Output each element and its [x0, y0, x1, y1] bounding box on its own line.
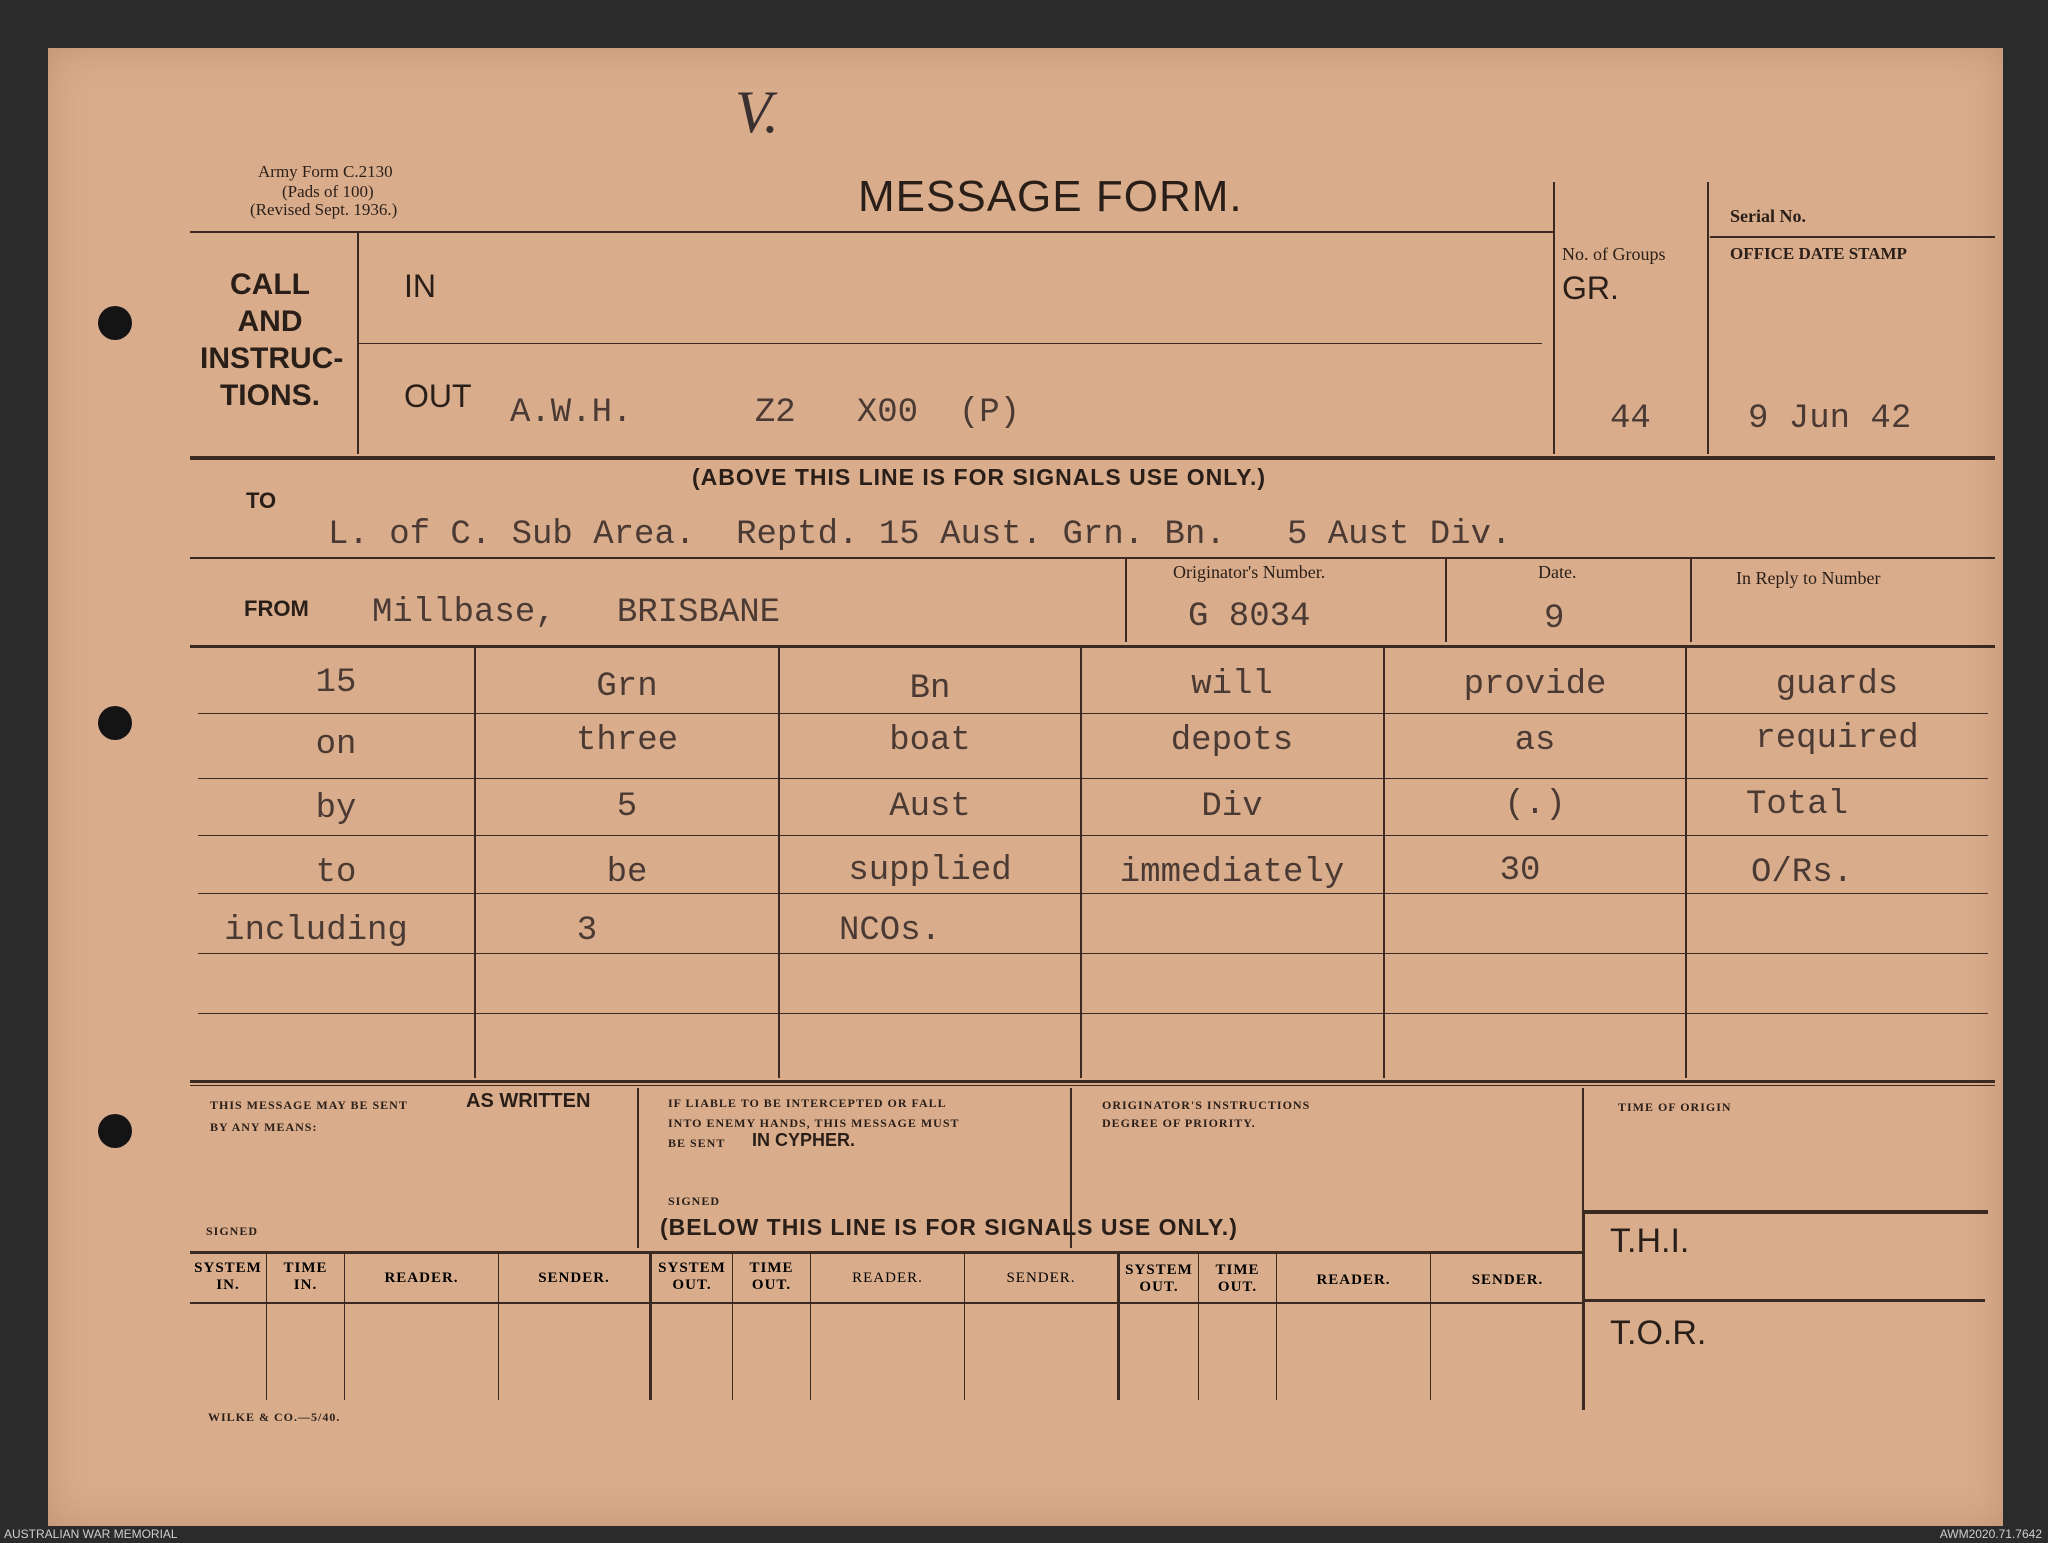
printer-imprint: WILKE & CO.—5/40.	[208, 1410, 341, 1424]
date-stamp-label: OFFICE DATE STAMP	[1730, 244, 1907, 263]
cypher-label: IN CYPHER.	[752, 1130, 856, 1150]
above-line-note: (ABOVE THIS LINE IS FOR SIGNALS USE ONLY.)	[692, 464, 1267, 490]
handwritten-tick: V.	[735, 79, 779, 145]
to-value: L. of C. Sub Area. Reptd. 15 Aust. Grn. Bn. 5 Aust Div.	[328, 516, 1512, 554]
originator-label: Originator's Number.	[1173, 562, 1326, 582]
footer-left: AUSTRALIAN WAR MEMORIAL	[4, 1527, 178, 1541]
message-word: Div	[1201, 788, 1263, 826]
message-word: depots	[1170, 722, 1294, 760]
divider	[198, 713, 1988, 714]
date-label: Date.	[1538, 562, 1577, 582]
divider	[1125, 557, 1127, 642]
in-label: IN	[404, 268, 436, 304]
cypher-note-line: BE SENT	[668, 1136, 726, 1150]
header-line: IN.	[293, 1277, 318, 1293]
punch-hole	[98, 1114, 132, 1148]
header-line: SYSTEM	[1125, 1262, 1193, 1278]
divider	[198, 835, 1988, 836]
reader-header: READER.	[1316, 1272, 1391, 1288]
divider	[198, 1013, 1988, 1014]
divider	[198, 893, 1988, 894]
divider	[357, 343, 1542, 344]
divider	[198, 953, 1988, 954]
time-of-origin-label: TIME OF ORIGIN	[1618, 1100, 1732, 1114]
divider	[1445, 557, 1447, 642]
divider	[1119, 1302, 1584, 1304]
sender-header: SENDER.	[538, 1270, 610, 1286]
system-in-header	[190, 1260, 266, 1294]
reader-header: READER.	[384, 1270, 459, 1286]
header-line: TIME	[749, 1260, 794, 1276]
signed-label-2: SIGNED	[668, 1194, 721, 1208]
footer-right: AWM2020.71.7642	[1939, 1527, 2042, 1541]
message-word: Aust	[889, 788, 971, 826]
message-word: to	[315, 854, 357, 892]
message-word: three	[575, 722, 679, 760]
message-word: (.)	[1504, 786, 1566, 824]
punch-hole	[98, 706, 132, 740]
divider	[190, 231, 1555, 233]
time-out-header	[1199, 1262, 1276, 1296]
call-label-line: TIONS.	[219, 379, 320, 412]
divider	[190, 456, 1995, 460]
tor-label: T.O.R.	[1610, 1314, 1707, 1352]
divider	[1690, 557, 1692, 642]
from-label: FROM	[244, 596, 309, 621]
reader-header: READER.	[852, 1270, 923, 1286]
message-word: 3	[576, 912, 598, 950]
header-line: IN.	[216, 1277, 240, 1293]
message-word: immediately	[1119, 854, 1345, 892]
date-value: 9	[1544, 600, 1565, 638]
serial-label: Serial No.	[1730, 206, 1806, 226]
message-word: NCOs.	[838, 912, 942, 950]
as-written-means: BY ANY MEANS:	[210, 1120, 318, 1134]
message-word: Total	[1745, 786, 1849, 824]
message-word: be	[606, 854, 648, 892]
divider	[1582, 1088, 1584, 1210]
message-word: supplied	[848, 852, 1012, 890]
revision-note: (Revised Sept. 1936.)	[250, 200, 398, 219]
call-label-line: CALL	[230, 268, 310, 301]
out-value: A.W.H. Z2 X00 (P)	[510, 394, 1021, 432]
call-label-line: INSTRUC-	[200, 342, 344, 375]
page-title: MESSAGE FORM.	[858, 172, 1243, 221]
time-in-header	[267, 1260, 344, 1294]
message-word: O/Rs.	[1750, 854, 1854, 892]
cypher-note-line: INTO ENEMY HANDS, THIS MESSAGE MUST	[668, 1116, 960, 1130]
header-line: SYSTEM	[194, 1260, 262, 1276]
divider	[1707, 182, 1709, 454]
as-written-label: AS WRITTEN	[466, 1090, 591, 1112]
divider	[190, 1080, 1995, 1083]
divider	[1710, 236, 1995, 238]
message-word: provide	[1463, 666, 1607, 704]
divider	[652, 1302, 1117, 1304]
thi-label: T.H.I.	[1610, 1222, 1690, 1260]
punch-hole	[98, 306, 132, 340]
divider	[1582, 1210, 1585, 1410]
message-word: 30	[1499, 852, 1541, 890]
message-word: will	[1191, 666, 1273, 704]
header-line: TIME	[1215, 1262, 1260, 1278]
groups-value: 44	[1610, 400, 1651, 438]
below-line-note: (BELOW THIS LINE IS FOR SIGNALS USE ONLY.)	[660, 1214, 1238, 1240]
as-written-intro: THIS MESSAGE MAY BE SENT	[210, 1098, 408, 1112]
divider	[190, 1251, 1584, 1254]
divider	[637, 1088, 639, 1248]
header-line: OUT.	[1217, 1279, 1258, 1295]
divider	[198, 778, 1988, 779]
message-word: guards	[1775, 666, 1899, 704]
out-label: OUT	[404, 378, 472, 414]
from-value: Millbase, BRISBANE	[372, 594, 781, 632]
divider	[190, 645, 1995, 648]
message-word: by	[315, 790, 357, 828]
degree-of-priority: DEGREE OF PRIORITY.	[1102, 1116, 1256, 1130]
groups-label: No. of Groups	[1562, 244, 1666, 264]
header-line: OUT.	[1139, 1279, 1179, 1295]
message-word: as	[1514, 722, 1556, 760]
divider	[190, 1085, 1995, 1086]
divider	[1585, 1299, 1985, 1302]
system-out-header	[1120, 1262, 1198, 1296]
message-word: 5	[616, 788, 638, 826]
call-label	[200, 266, 344, 414]
message-word: 15	[315, 664, 357, 702]
date-stamp-value: 9 Jun 42	[1748, 400, 1912, 438]
groups-prefix: GR.	[1562, 270, 1619, 306]
header-line: OUT.	[751, 1277, 792, 1293]
pads-note: (Pads of 100)	[282, 182, 374, 201]
message-word: Grn	[596, 668, 658, 706]
form-number: Army Form C.2130	[258, 162, 393, 181]
to-label: TO	[246, 488, 277, 513]
cypher-note-line: IF LIABLE TO BE INTERCEPTED OR FALL	[668, 1096, 947, 1110]
message-word: boat	[889, 722, 971, 760]
call-label-line: AND	[237, 305, 303, 338]
divider	[1582, 1210, 1988, 1214]
divider	[190, 557, 1995, 559]
message-word: Bn	[909, 670, 951, 708]
header-line: TIME	[283, 1260, 328, 1276]
divider	[1553, 182, 1555, 454]
system-out-header	[652, 1260, 732, 1294]
sender-header: SENDER.	[1471, 1272, 1544, 1288]
message-word: required	[1755, 720, 1919, 758]
message-word: including	[224, 912, 408, 950]
reply-label: In Reply to Number	[1736, 568, 1881, 588]
originator-instructions: ORIGINATOR'S INSTRUCTIONS	[1102, 1098, 1311, 1112]
header-line: SYSTEM	[658, 1260, 726, 1276]
signed-label: SIGNED	[206, 1224, 259, 1238]
originator-value: G 8034	[1188, 598, 1311, 636]
sender-header: SENDER.	[1006, 1270, 1076, 1286]
time-out-header	[733, 1260, 810, 1294]
message-word: on	[315, 726, 357, 764]
divider	[190, 1302, 650, 1304]
header-line: OUT.	[672, 1277, 712, 1293]
